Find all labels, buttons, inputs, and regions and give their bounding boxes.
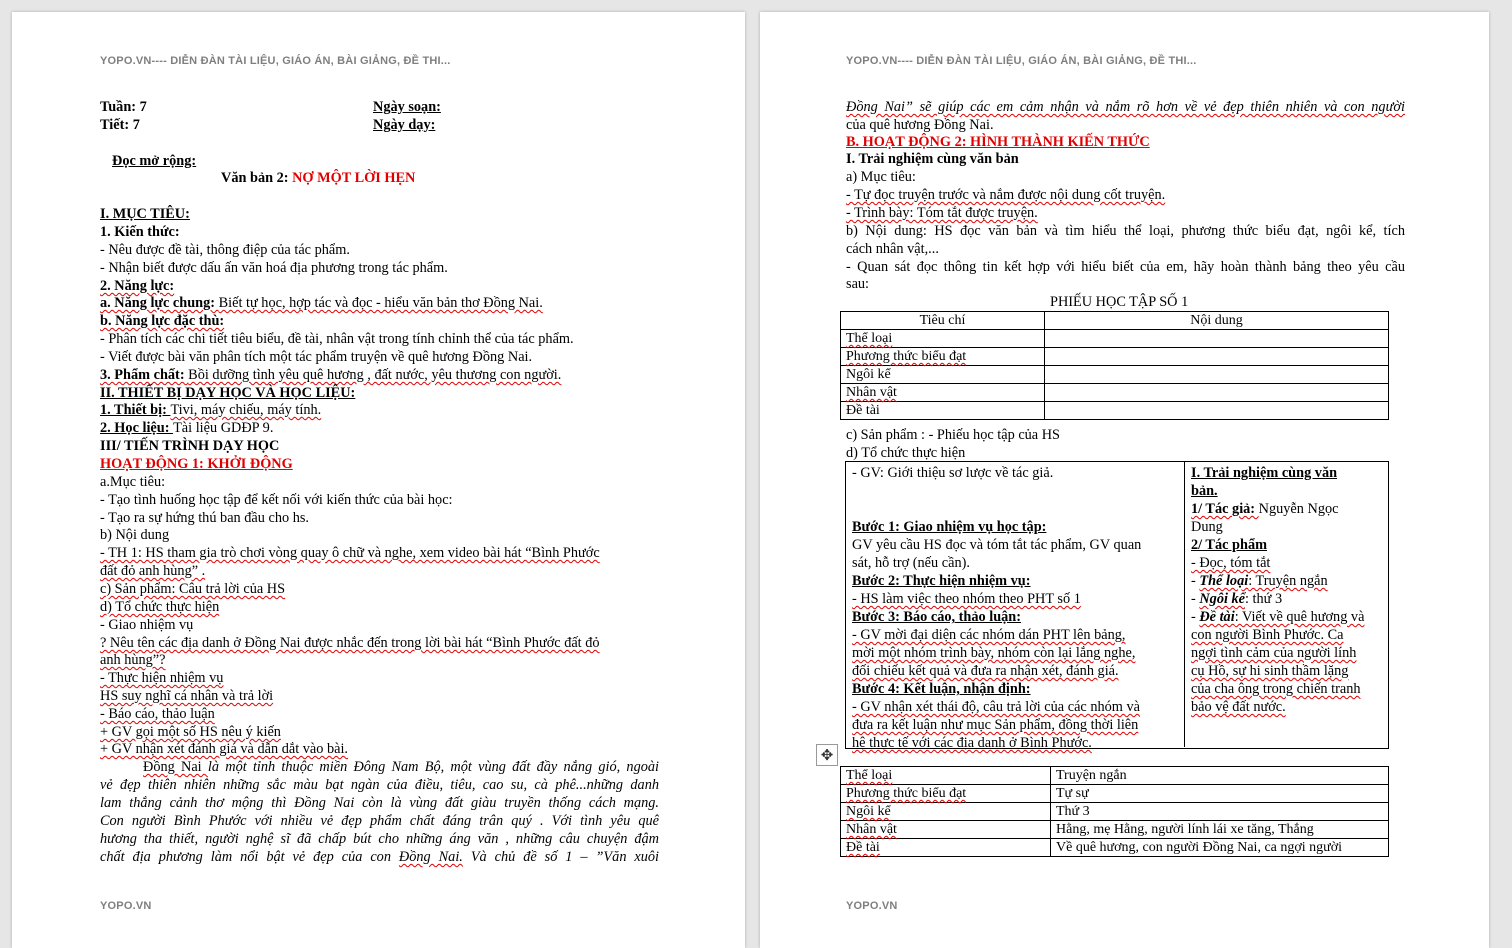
period-label: Tiết: 7	[100, 117, 140, 133]
step-text: đưa ra kết luận như mục Sản phẩm, đồng thời liên	[852, 717, 1139, 733]
materials-label: 2. Học liệu:	[100, 420, 174, 436]
act1-line: b) Nội dung	[100, 527, 170, 543]
answer-value: Về quê hương, con người Đồng Nai, ca ngợi người	[1051, 839, 1389, 857]
experience-title-cont: bản.	[1191, 483, 1218, 499]
work-line: - Đọc, tóm tắt	[1191, 555, 1271, 571]
intro-place: Đồng Nai.	[398, 849, 463, 865]
continued-line: của quê hương Đồng Nai.	[846, 117, 994, 133]
author-label: 1/ Tác giả:	[1191, 501, 1259, 517]
act1-line: - Thực hiện nhiệm vụ	[100, 670, 224, 686]
worksheet-criteria: Đề tài	[841, 402, 1045, 420]
answer-table	[840, 766, 1389, 857]
organize-line: d) Tổ chức thực hiện	[846, 445, 966, 461]
reading-heading: Đọc mở rộng:	[112, 153, 197, 169]
genre-text: : Truyện ngắn	[1248, 573, 1328, 589]
worksheet-header-criteria: Tiêu chí	[841, 312, 1045, 330]
page-footer: YOPO.VN	[100, 900, 152, 912]
intro-paragraph-line: hương tha thiết, người nghệ sĩ đã chấp bút cho những áng văn , những câu chuyện đậm	[100, 831, 659, 847]
page-header: YOPO.VN---- DIỄN ĐÀN TÀI LIỆU, GIÁO ÁN, BÀI GIẢNG, ĐỀ THI...	[100, 55, 451, 67]
materials-line	[100, 420, 273, 437]
quality-line	[100, 367, 561, 384]
general-ability-line	[100, 295, 543, 312]
objective-line: - Trình bày: Tóm tắt được truyện.	[846, 205, 1038, 221]
content-line: cách nhân vật,...	[846, 241, 939, 257]
theme-text: : Viết về quê hương và	[1234, 609, 1365, 625]
worksheet-criteria: Thể loại	[841, 330, 1045, 348]
content-line: - Quan sát đọc thông tin kết hợp với hiểu biết của em, hãy hoàn thành bảng theo yêu cầu	[846, 259, 1405, 275]
step-text: hệ thực tế với các địa danh ở Bình Phước.	[852, 735, 1092, 751]
worksheet-header-content: Nội dung	[1045, 312, 1389, 330]
work-line: - Thể loại: Truyện ngắn	[1191, 573, 1328, 589]
answer-criteria: Phương thức biểu đạt	[841, 785, 1051, 803]
worksheet-criteria: Nhân vật	[841, 384, 1045, 402]
step-text: - HS làm việc theo nhóm theo PHT số 1	[852, 591, 1081, 607]
activity-table-divider	[1184, 461, 1185, 747]
act1-line: anh hùng”?	[100, 652, 166, 668]
step-3-heading: Bước 3: Báo cáo, thảo luận:	[852, 609, 1022, 625]
general-ability-label: a. Năng lực chung:	[100, 295, 219, 311]
week-label: Tuần: 7	[100, 99, 147, 115]
step-text: sát, hỗ trợ (nếu cần).	[852, 555, 970, 571]
knowledge-line-2: - Nhận biết được dấu ấn văn hoá địa phương trong tác phẩm.	[100, 260, 448, 276]
act1-line: - Giao nhiệm vụ	[100, 617, 194, 633]
work-line: bảo vệ đất nước.	[1191, 699, 1286, 715]
intro-text: Và chủ đề số 1 – ”Văn xuôi	[462, 849, 660, 865]
work-line: ngợi tình cảm của người lính	[1191, 645, 1357, 661]
knowledge-heading: 1. Kiến thức:	[100, 224, 180, 240]
answer-criteria: Đề tài	[841, 839, 1051, 857]
specific-ability-heading: b. Năng lực đặc thù:	[100, 313, 225, 329]
section-3-title: III/ TIẾN TRÌNH DẠY HỌC	[100, 438, 280, 454]
activity-1-heading: HOẠT ĐỘNG 1: KHỞI ĐỘNG	[100, 456, 293, 472]
section-2-title: II. THIẾT BỊ DẠY HỌC VÀ HỌC LIỆU:	[100, 385, 356, 401]
narrator-label: Ngôi kể	[1199, 591, 1246, 607]
equipment-line	[100, 402, 321, 419]
author-name: Nguyễn Ngọc	[1258, 501, 1339, 517]
worksheet-answer-cell[interactable]	[1045, 402, 1389, 420]
answer-value: Tự sự	[1051, 785, 1389, 803]
intro-paragraph-line	[100, 849, 659, 866]
step-text: mời một nhóm trình bày, nhóm còn lại lắng nghe,	[852, 645, 1136, 661]
answer-criteria: Ngôi kể	[841, 803, 1051, 821]
theme-label: Đề tài	[1199, 609, 1235, 625]
experience-heading: I. Trải nghiệm cùng văn bản	[846, 151, 1019, 167]
act1-line: d) Tổ chức thực hiện	[100, 599, 220, 615]
equipment-label: 1. Thiết bị:	[100, 402, 171, 418]
worksheet-title: PHIẾU HỌC TẬP SỐ 1	[1050, 294, 1189, 310]
act1-line: a.Mục tiêu:	[100, 474, 166, 490]
intro-paragraph-line: lam thắng cảnh thơ mộng thì Đồng Nai còn là vùng đất giàu truyền thống cách mạng.	[100, 795, 659, 811]
intro-paragraph-line	[100, 759, 659, 776]
author-line	[1191, 500, 1338, 518]
act1-line: đất đỏ anh hùng” .	[100, 563, 206, 579]
section-1-title: I. MỤC TIÊU:	[100, 206, 190, 222]
specific-ability-line-2: - Viết được bài văn phân tích một tác phẩm truyện về quê hương Đồng Nai.	[100, 349, 533, 365]
document-page-2	[760, 12, 1489, 948]
worksheet-answer-cell[interactable]	[1045, 384, 1389, 402]
act1-line: ? Nêu tên các địa danh ở Đồng Nai được nhắc đến trong lời bài hát “Bình Phước đất đỏ	[100, 635, 600, 651]
materials-text: Tài liệu GDĐP 9.	[173, 420, 274, 436]
work-line: của cha ông trong chiến tranh	[1191, 681, 1361, 697]
worksheet-table	[840, 311, 1389, 420]
teach-date-label: Ngày dạy:	[373, 117, 436, 133]
work-heading: 2/ Tác phẩm	[1191, 537, 1268, 553]
knowledge-line-1: - Nêu được đề tài, thông điệp của tác phẩm.	[100, 242, 350, 258]
answer-criteria: Nhân vật	[841, 821, 1051, 839]
act1-line: + GV gọi một số HS nêu ý kiến	[100, 724, 281, 740]
step-text: - GV nhận xét thái độ, câu trả lời của các nhóm và	[852, 699, 1140, 715]
work-line: con người Bình Phước. Ca	[1191, 627, 1344, 643]
worksheet-answer-cell[interactable]	[1045, 330, 1389, 348]
ability-heading: 2. Năng lực:	[100, 278, 175, 294]
intro-place: Đồng Nai	[143, 759, 208, 775]
act1-line: - TH 1: HS tham gia trò chơi vòng quay ô chữ và nghe, xem video bài hát “Bình Phước	[100, 545, 600, 561]
experience-title: I. Trải nghiệm cùng văn	[1191, 465, 1338, 481]
worksheet-answer-cell[interactable]	[1045, 366, 1389, 384]
step-4-heading: Bước 4: Kết luận, nhận định:	[852, 681, 1031, 697]
text-title-line	[221, 170, 415, 187]
step-text: GV yêu cầu HS đọc và tóm tắt tác phẩm, GV quan	[852, 537, 1142, 553]
narrator-text: : thứ 3	[1245, 591, 1283, 607]
text-label: Văn bản 2:	[221, 170, 293, 186]
content-line: b) Nội dung: HS đọc văn bản và tìm hiểu thể loại, phương thức biểu đạt, ngôi kể, tích	[846, 223, 1405, 239]
act1-line: - Tạo tình huống học tập để kết nối với kiến thức của bài học:	[100, 492, 453, 508]
step-2-heading: Bước 2: Thực hiện nhiệm vụ:	[852, 573, 1031, 589]
intro-paragraph-line: vẻ đẹp thiên nhiên những sắc màu bạt ngàn của điều, tiêu, cao su, cà phê...những danh	[100, 777, 659, 793]
activity-2-heading: B. HOẠT ĐỘNG 2: HÌNH THÀNH KIẾN THỨC	[846, 134, 1150, 150]
act1-line: HS suy nghĩ cá nhân và trả lời	[100, 688, 274, 704]
quality-label: 3. Phẩm chất:	[100, 367, 189, 383]
objective-heading: a) Mục tiêu:	[846, 169, 916, 185]
prep-date-label: Ngày soạn:	[373, 99, 441, 115]
act1-line: c) Sản phẩm: Câu trả lời của HS	[100, 581, 286, 597]
act1-line: - Tạo ra sự hứng thú ban đầu cho hs.	[100, 510, 309, 526]
equipment-text: Tivi, máy chiếu, máy tính.	[170, 402, 322, 418]
intro-text: chất địa phương làm nổi bật vẻ đẹp của con	[100, 849, 399, 865]
document-page-1	[12, 12, 745, 948]
teacher-intro: - GV: Giới thiệu sơ lược về tác giả.	[852, 465, 1054, 481]
author-name-cont: Dung	[1191, 519, 1223, 535]
intro-text: là một tỉnh thuộc miền Đông Nam Bộ, một vùng đất đầy nắng gió, ngoài	[207, 759, 660, 775]
worksheet-criteria: Ngôi kể	[841, 366, 1045, 384]
work-line: - Đề tài: Viết về quê hương và	[1191, 609, 1365, 625]
content-line: sau:	[846, 276, 870, 292]
product-line: c) Sản phẩm : - Phiếu học tập của HS	[846, 427, 1061, 443]
page-header: YOPO.VN---- DIỄN ĐÀN TÀI LIỆU, GIÁO ÁN, BÀI GIẢNG, ĐỀ THI...	[846, 55, 1197, 67]
specific-ability-line-1: - Phân tích các chi tiết tiêu biểu, đề tài, nhân vật trong tính chỉnh thể của tác phẩm.	[100, 331, 574, 347]
answer-criteria: Thể loại	[841, 767, 1051, 785]
page-footer: YOPO.VN	[846, 900, 898, 912]
objective-line: - Tự đọc truyện trước và nắm được nội dung cốt truyện.	[846, 187, 1166, 203]
worksheet-answer-cell[interactable]	[1045, 348, 1389, 366]
work-line: cụ Hồ, sự hi sinh thầm lặng	[1191, 663, 1349, 679]
answer-value: Thứ 3	[1051, 803, 1389, 821]
answer-value: Hằng, mẹ Hằng, người lính lái xe tăng, Thắng	[1051, 821, 1389, 839]
genre-label: Thể loại	[1199, 573, 1249, 589]
quality-text: Bồi dưỡng tình yêu quê hương , đất nước, yêu thương con người.	[188, 367, 562, 383]
table-move-handle-icon[interactable]: ✥	[816, 744, 838, 766]
step-1-heading: Bước 1: Giao nhiệm vụ học tập:	[852, 519, 1047, 535]
worksheet-criteria: Phương thức biểu đạt	[841, 348, 1045, 366]
answer-value: Truyện ngắn	[1051, 767, 1389, 785]
continued-line: Đồng Nai” sẽ giúp các em cảm nhận và nắm rõ hơn về vẻ đẹp thiên nhiên và con người	[846, 99, 1405, 115]
step-text: đối chiếu kết quả và đưa ra nhận xét, đánh giá.	[852, 663, 1119, 679]
act1-line: + GV nhận xét đánh giá và dẫn dắt vào bài.	[100, 741, 348, 757]
step-text: - GV mời đại diện các nhóm dán PHT lên bảng,	[852, 627, 1126, 643]
act1-line: - Báo cáo, thảo luận	[100, 706, 215, 722]
intro-paragraph-line: Con người Bình Phước với nhiều vẻ đẹp phẩm chất đáng trân quý . Với tình yêu quê	[100, 813, 659, 829]
general-ability-text: Biết tự học, hợp tác và đọc - hiểu văn bản thơ Đồng Nai.	[218, 295, 543, 311]
work-line: - Ngôi kể: thứ 3	[1191, 591, 1283, 607]
text-title: NỢ MỘT LỜI HẸN	[292, 170, 416, 186]
